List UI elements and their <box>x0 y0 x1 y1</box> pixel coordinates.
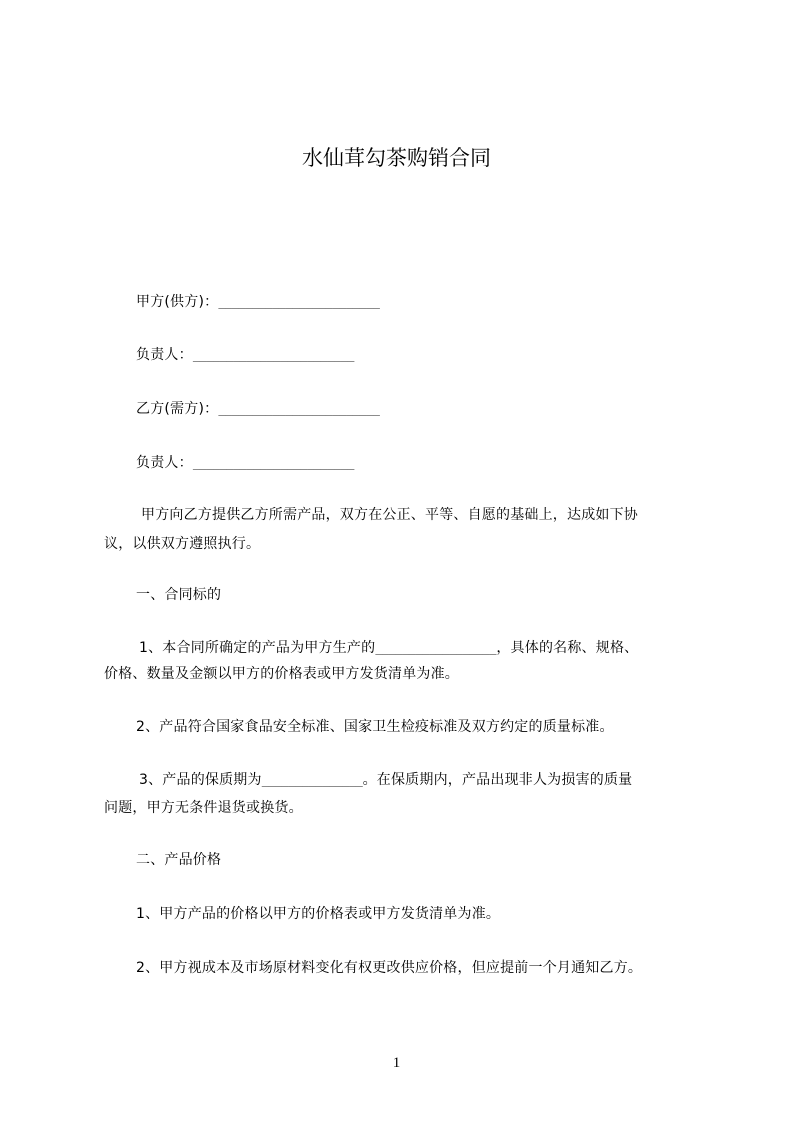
s1-item-1-blank: __________________ <box>375 641 497 655</box>
responsible-a-label: 负责人： <box>136 347 193 363</box>
intro-line-2: 议，以供双方遵照执行。 <box>104 536 261 552</box>
s2-item-2: 2、甲方视成本及市场原材料变化有权更改供应价格，但应提前一个月通知乙方。 <box>136 960 643 976</box>
s1-item-3-line-2: 问题，甲方无条件退货或换货。 <box>104 800 303 816</box>
s1-item-1-prefix: 1、本合同所确定的产品为甲方生产的 <box>139 640 376 656</box>
party-a-line <box>136 292 380 312</box>
s1-item-1-line-2: 价格、数量及金额以甲方的价格表或甲方发货清单为准。 <box>104 666 459 682</box>
s1-item-3-line-1 <box>139 770 632 790</box>
party-b-line <box>136 399 380 419</box>
responsible-b-line <box>136 453 354 473</box>
responsible-b-label: 负责人： <box>136 455 193 471</box>
s1-item-1-suffix: ，具体的名称、规格、 <box>496 640 639 656</box>
party-b-label: 乙方(需方)： <box>136 401 219 417</box>
s1-item-1-line-1 <box>139 638 638 658</box>
party-a-label: 甲方(供方)： <box>136 294 219 310</box>
s1-item-3-prefix: 3、产品的保质期为 <box>139 772 262 788</box>
s1-item-3-blank: _______________ <box>261 773 363 787</box>
responsible-b-blank: ________________________ <box>192 456 355 470</box>
section-2-heading: 二、产品价格 <box>136 852 222 868</box>
party-b-blank: ________________________ <box>218 402 380 416</box>
s1-item-3-suffix: 。在保质期内，产品出现非人为损害的质量 <box>362 772 633 788</box>
page-number: 1 <box>392 1055 401 1071</box>
intro-line-1: 甲方向乙方提供乙方所需产品，双方在公正、平等、自愿的基础上，达成如下协 <box>141 507 638 523</box>
section-1-heading: 一、合同标的 <box>136 587 222 603</box>
responsible-a-blank: ________________________ <box>192 348 355 362</box>
party-a-blank: ________________________ <box>218 295 380 309</box>
document-title: 水仙茸勾茶购销合同 <box>302 146 491 170</box>
responsible-a-line <box>136 345 354 365</box>
s1-item-2: 2、产品符合国家食品安全标准、国家卫生检疫标准及双方约定的质量标准。 <box>136 719 614 735</box>
s2-item-1: 1、甲方产品的价格以甲方的价格表或甲方发货清单为准。 <box>136 906 501 922</box>
